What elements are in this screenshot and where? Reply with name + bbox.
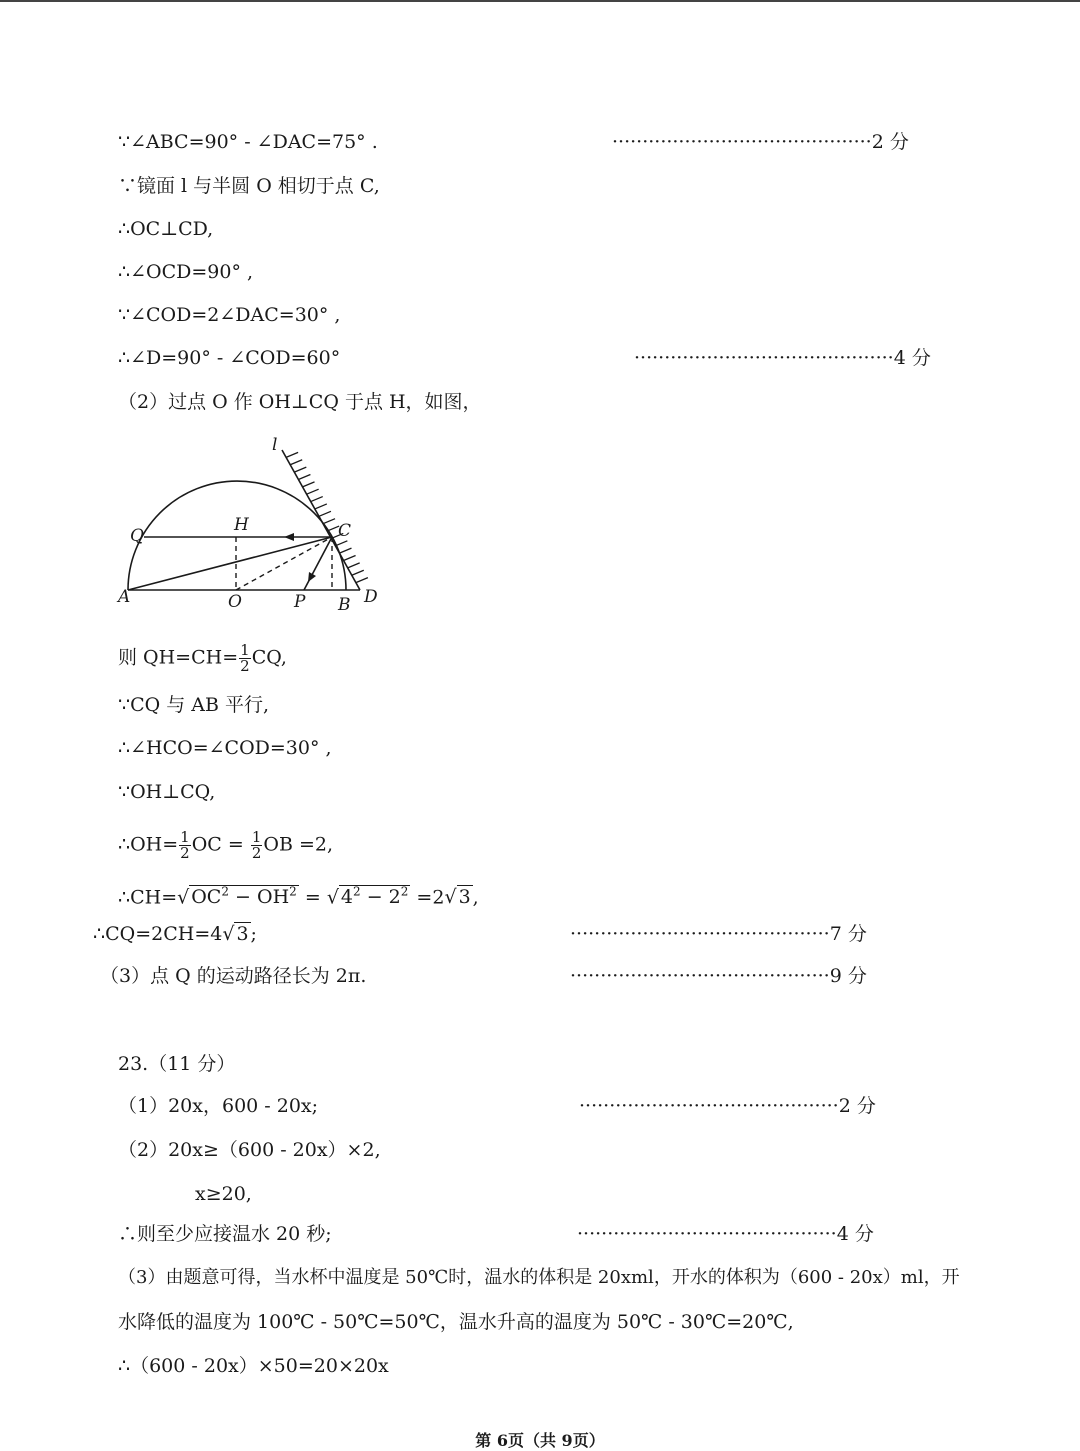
solution-line [118, 643, 287, 674]
fraction-numerator: 1 [180, 828, 190, 846]
hatch-mark [307, 489, 319, 494]
exponent: 2 [400, 885, 409, 899]
hatch-mark [339, 548, 351, 553]
exponent: 2 [221, 885, 229, 899]
score-mark: ···········································2 分 [579, 1095, 876, 1117]
hatch-mark [286, 452, 298, 457]
fraction-numerator: 1 [240, 641, 250, 659]
sqrt-expression: √ 3 [444, 886, 471, 909]
solution-line: （2）20x≥（600 - 20x）×2, [118, 1139, 381, 1161]
sqrt-expression: √ 3 [222, 923, 249, 945]
radicand [339, 885, 410, 908]
label-q: Q [130, 526, 144, 546]
hatch-mark [352, 570, 364, 575]
solution-line [118, 880, 479, 909]
radicand [189, 885, 299, 908]
fraction-half [239, 643, 251, 674]
sqrt-expression: √ $4^2 - 2^2$ [326, 885, 409, 909]
solution-line: （3）由题意可得，当水杯中温度是 50℃时，温水的体积是 20xml，开水的体积为（600 - 20x）ml，开 [118, 1267, 960, 1288]
radicand: 3 [458, 886, 471, 909]
fraction-half [179, 830, 191, 861]
hatch-mark [356, 578, 368, 583]
label-c: C [338, 521, 352, 541]
text: OB =2, [263, 833, 334, 856]
label-h: H [234, 515, 249, 535]
solution-line: ∴则至少应接温水 20 秒; [118, 1223, 332, 1245]
hatch-mark [323, 519, 335, 524]
label-p: P [294, 592, 306, 612]
text: − OH [229, 886, 290, 909]
text: − 2 [360, 886, 401, 909]
mirror-line [282, 450, 360, 590]
solution-line: ∵∠ABC=90° - ∠DAC=75° . [118, 131, 378, 153]
hatch-mark [290, 460, 302, 465]
hatch-mark [335, 541, 347, 546]
text: ∴OH= [118, 833, 179, 856]
solution-line: ∵∠COD=2∠DAC=30° , [118, 304, 341, 326]
exponent: 2 [289, 885, 297, 899]
solution-line: ∴∠HCO=∠COD=30° , [118, 737, 332, 759]
text: =2 [410, 886, 445, 909]
score-mark: ···········································4 分 [577, 1223, 874, 1245]
text: ∴CH= [118, 886, 178, 909]
score-mark: ···········································7 分 [570, 923, 867, 945]
hatch-mark [319, 511, 331, 516]
line-ac [128, 537, 332, 590]
label-o: O [228, 592, 242, 612]
solution-line: ∵镜面 l 与半圆 O 相切于点 C, [118, 175, 380, 197]
solution-line: ∵CQ 与 AB 平行, [118, 694, 270, 716]
solution-line: x≥20, [195, 1183, 252, 1205]
score-mark: ···········································2 分 [612, 131, 909, 153]
solution-line: （2）过点 O 作 OH⊥CQ 于点 H，如图， [118, 391, 482, 413]
solution-line: ∴∠OCD=90° , [118, 261, 254, 283]
fraction-denominator: 2 [180, 844, 190, 862]
label-d: D [364, 587, 378, 607]
solution-line [93, 922, 257, 946]
top-border [0, 0, 1080, 2]
text: OC [191, 886, 222, 909]
hatch-mark [348, 563, 360, 568]
solution-line: 水降低的温度为 100℃ - 50℃=50℃，温水升高的温度为 50℃ - 30℃=20℃, [118, 1311, 794, 1333]
solution-line: ∴∠D=90° - ∠COD=60° [118, 347, 341, 369]
hatch-mark [294, 467, 306, 472]
fraction-half [251, 830, 263, 861]
fraction-denominator: 2 [251, 844, 262, 862]
solution-line: ∴（600 - 20x）×50=20×20x [118, 1355, 389, 1377]
text: , [472, 886, 479, 909]
solution-line: （3）点 Q 的运动路径长为 2π. [100, 965, 367, 987]
exponent: 2 [353, 885, 361, 899]
hatch-mark [311, 497, 323, 502]
fraction-numerator: 1 [251, 828, 262, 846]
page-footer: 第 6页（共 9页） [475, 1431, 605, 1450]
text: OC = [191, 833, 244, 856]
text: CQ, [251, 646, 287, 669]
text: ∴CQ=2CH=4 [93, 923, 223, 945]
label-a: A [118, 587, 131, 607]
score-mark: ···········································9 分 [570, 965, 867, 987]
label-b: B [338, 595, 351, 615]
question-heading: 23.（11 分） [118, 1053, 236, 1075]
fraction-denominator: 2 [240, 657, 250, 675]
text: ; [250, 923, 257, 945]
arrow-on-cq [284, 533, 294, 541]
sqrt-expression: √ $OC^2 - OH^2$ [177, 885, 297, 909]
radicand: 3 [236, 923, 249, 945]
label-l: l [272, 435, 278, 455]
solution-line: ∴OC⊥CD, [118, 218, 214, 240]
text: 4 [340, 886, 354, 909]
score-mark: ···········································4 分 [634, 347, 931, 369]
hatch-mark [344, 556, 356, 561]
text: = [298, 886, 321, 909]
hatch-mark [303, 482, 315, 487]
hatch-mark [315, 504, 327, 509]
text: 则 QH=CH= [118, 646, 239, 669]
hatch-mark [298, 474, 310, 479]
mirror-hatching [286, 452, 368, 582]
solution-line: （1）20x，600 - 20x; [118, 1095, 319, 1117]
geometry-figure [110, 430, 400, 620]
solution-line: ∵OH⊥CQ, [118, 781, 216, 803]
solution-line [118, 830, 333, 861]
